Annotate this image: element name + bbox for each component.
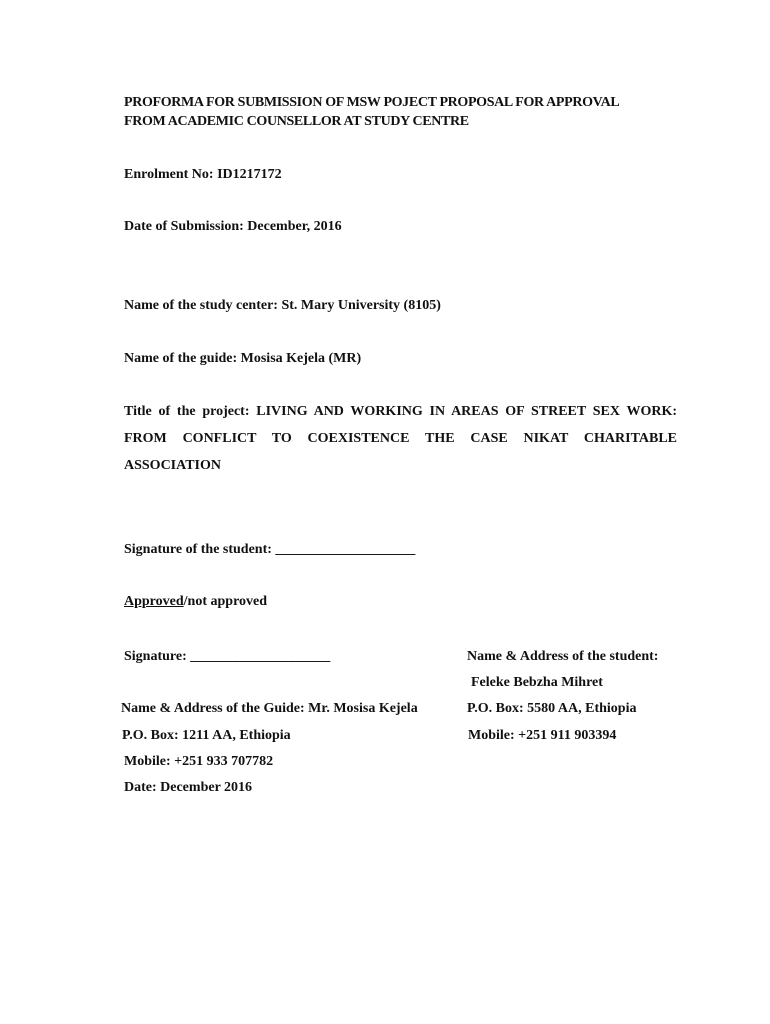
document-heading-line-1: PROFORMA FOR SUBMISSION OF MSW POJECT PROPOSAL FOR APPROVAL bbox=[124, 95, 620, 110]
student-signature-field: Signature of the student: ____________________ bbox=[124, 542, 416, 557]
not-approved-option: /not approved bbox=[183, 594, 268, 609]
guide-name: Name of the guide: Mosisa Kejela (MR) bbox=[124, 351, 362, 366]
student-address-heading: Name & Address of the student: bbox=[467, 649, 659, 664]
date-of-submission: Date of Submission: December, 2016 bbox=[124, 219, 342, 234]
project-title-line-3: ASSOCIATION bbox=[124, 458, 221, 473]
project-title-line-2: FROM CONFLICT TO COEXISTENCE THE CASE NIKAT CHARITABLE bbox=[124, 431, 677, 446]
student-name: Feleke Bebzha Mihret bbox=[471, 675, 603, 690]
guide-po-box: P.O. Box: 1211 AA, Ethiopia bbox=[122, 728, 291, 743]
enrolment-number: Enrolment No: ID1217172 bbox=[124, 167, 282, 182]
project-title-line-1: Title of the project: LIVING AND WORKING IN AREAS OF STREET SEX WORK: bbox=[124, 404, 677, 419]
approved-option: Approved bbox=[124, 594, 184, 609]
guide-date: Date: December 2016 bbox=[124, 780, 253, 795]
counsellor-signature-field: Signature: ____________________ bbox=[124, 649, 331, 664]
student-po-box: P.O. Box: 5580 AA, Ethiopia bbox=[467, 701, 637, 716]
guide-name-address: Name & Address of the Guide: Mr. Mosisa Kejela bbox=[121, 701, 418, 716]
document-heading-line-2: FROM ACADEMIC COUNSELLOR AT STUDY CENTRE bbox=[124, 114, 469, 129]
approval-status bbox=[124, 593, 267, 611]
study-center-name: Name of the study center: St. Mary University (8105) bbox=[124, 298, 441, 313]
guide-mobile: Mobile: +251 933 707782 bbox=[124, 754, 274, 769]
student-mobile: Mobile: +251 911 903394 bbox=[468, 728, 617, 743]
